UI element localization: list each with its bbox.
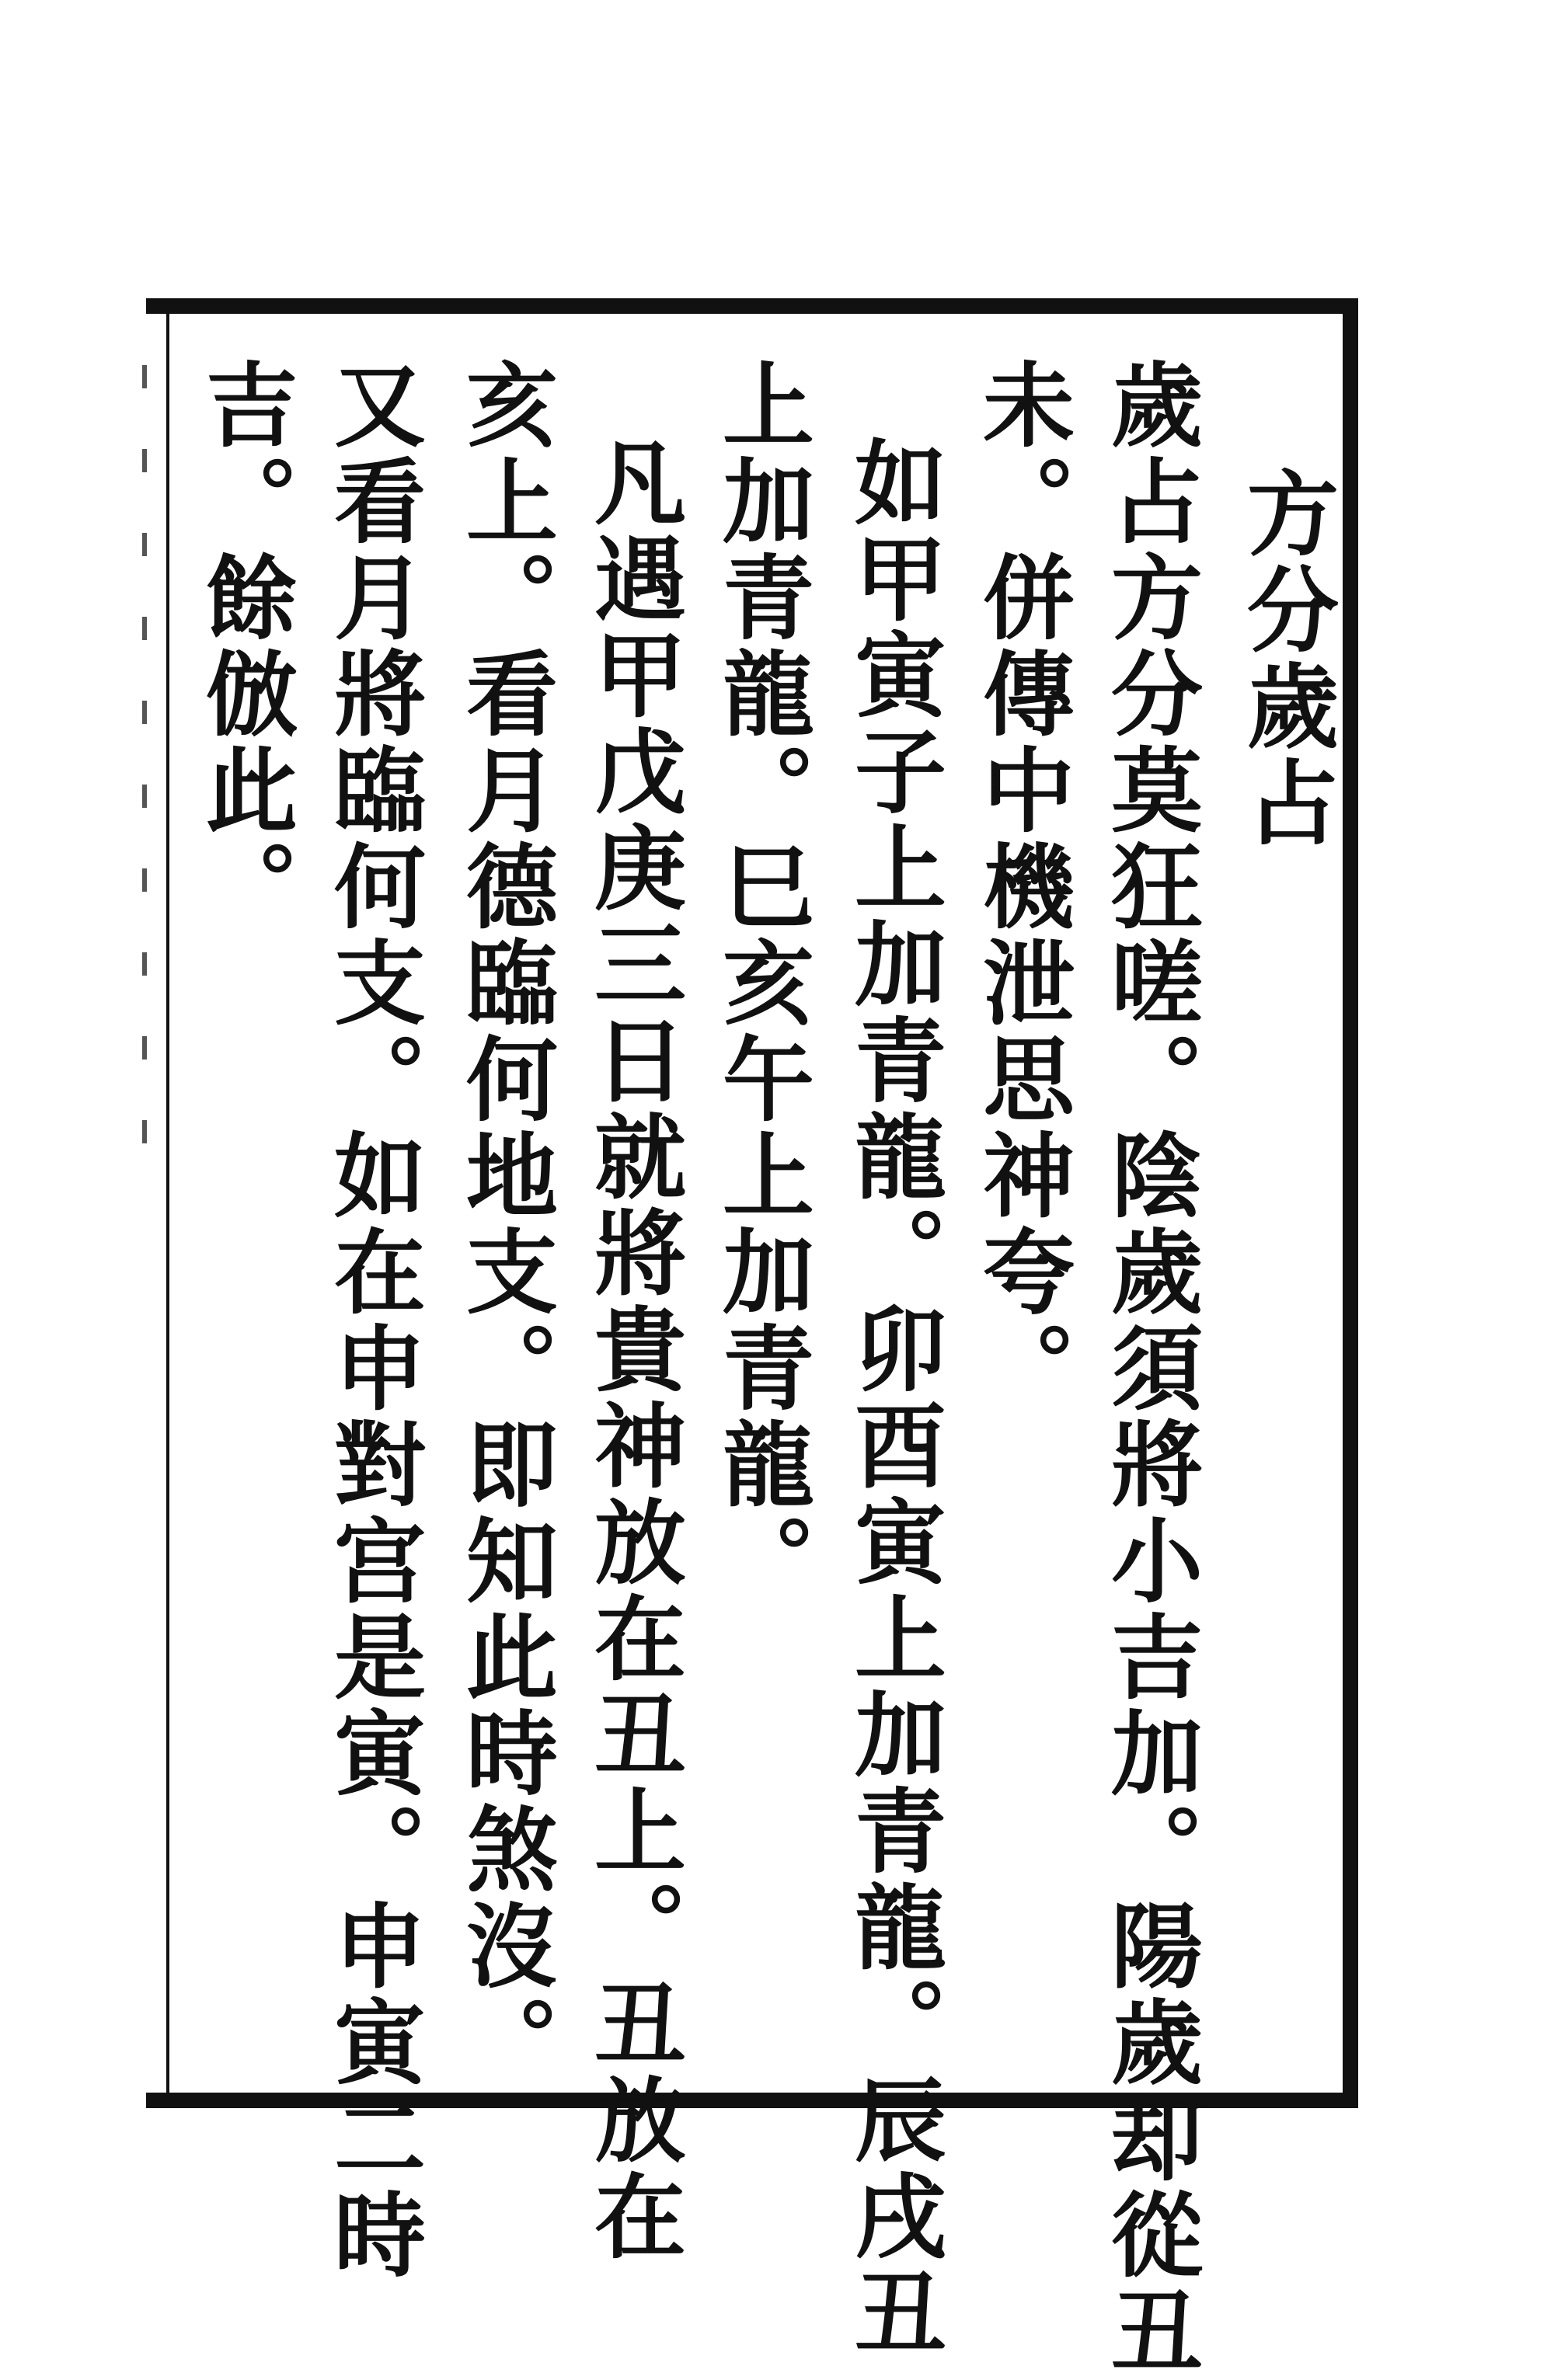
text-column-4: 上加青龍。巳亥午上加青龍。	[707, 357, 815, 1609]
inner-margin-rule	[166, 314, 169, 2093]
text-column-5: 凡遇甲戊庚三日就將貴神放在丑上。丑放在	[579, 435, 687, 2265]
text-column-2: 未。併傳中機泄思神夸。	[967, 357, 1075, 1417]
binding-edge-marks	[136, 365, 153, 1336]
text-column-6: 亥上。看月德臨何地支。即知此時煞沒。	[451, 357, 559, 2091]
text-column-7: 又看月將臨何支。如在申對宫是寅。申寅二時	[319, 357, 427, 2284]
text-column-1: 歲占方分莫狂嗟。陰歲須將小吉加。陽歲却從丑	[1096, 357, 1204, 2380]
text-column-3: 如甲寅子上加青龍。卯酉寅上加青龍。辰戌丑	[839, 435, 947, 2361]
text-column-8: 吉。餘倣此。	[190, 357, 298, 935]
section-title: 方分歲占	[1232, 466, 1340, 851]
